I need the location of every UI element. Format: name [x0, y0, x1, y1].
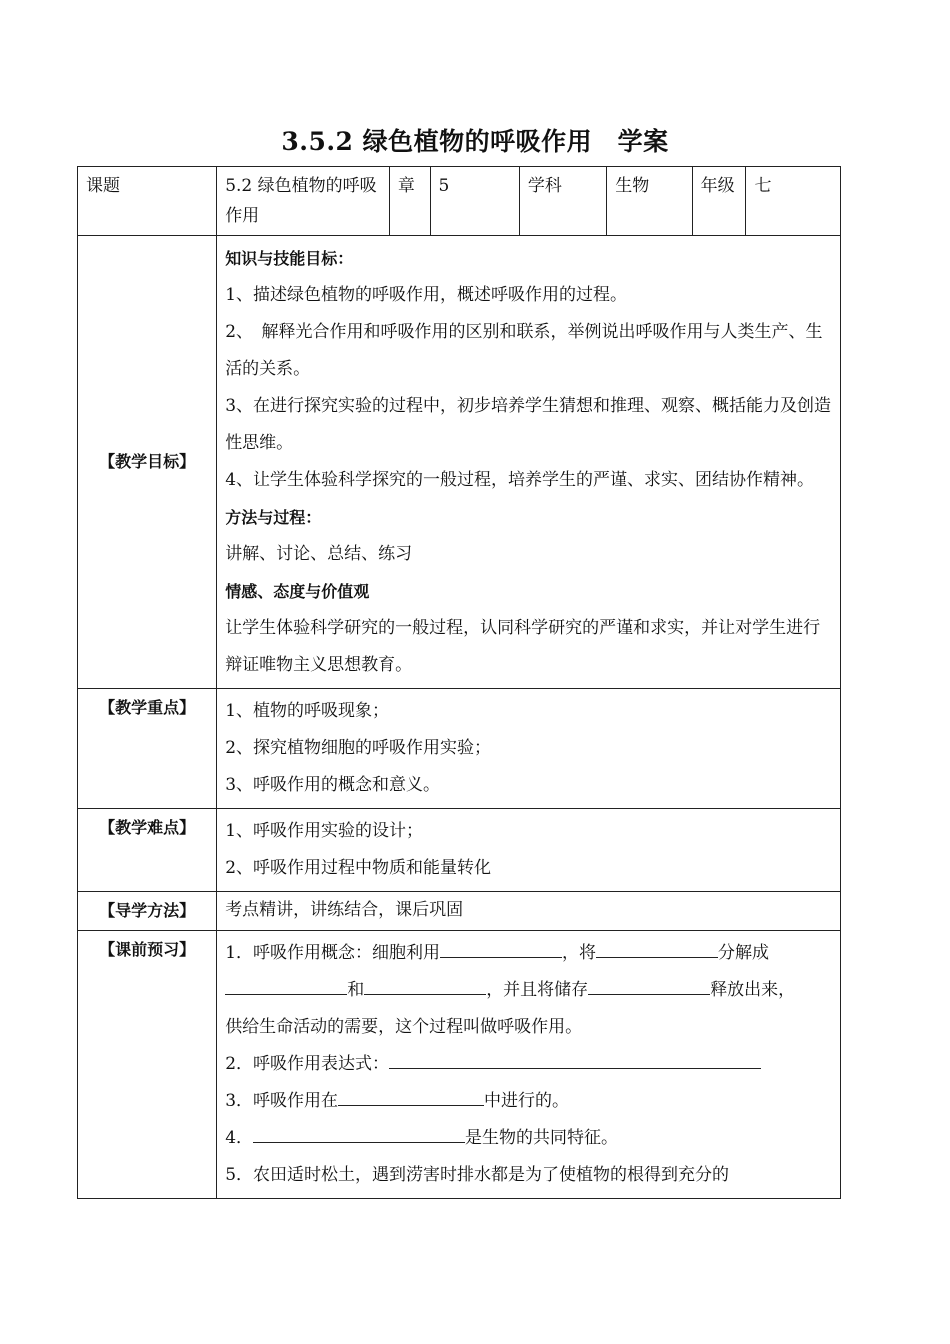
key-point-3: 3、呼吸作用的概念和意义。	[225, 775, 441, 795]
q3-part-a: 3．呼吸作用在	[225, 1091, 339, 1111]
key-point-1: 1、植物的呼吸现象；	[225, 701, 390, 721]
knowledge-heading: 知识与技能目标：	[225, 249, 354, 268]
method-heading: 方法与过程：	[225, 508, 322, 527]
header-row	[78, 167, 841, 236]
q1-blank-2[interactable]	[596, 935, 718, 958]
topic-label: 课题	[78, 167, 217, 236]
q2-text: 2．呼吸作用表达式：	[225, 1054, 390, 1074]
chapter-value: 5	[430, 167, 519, 236]
subject-value: 生物	[607, 167, 692, 236]
key-point-2: 2、探究植物细胞的呼吸作用实验；	[225, 738, 492, 758]
q4-part-a: 4．	[225, 1128, 254, 1148]
chapter-label: 章	[389, 167, 430, 236]
q2-blank[interactable]	[389, 1046, 761, 1069]
preview-question-1	[225, 935, 832, 1046]
method-description: 考点精讲，讲练结合，课后巩固	[225, 900, 464, 920]
method-row	[78, 892, 841, 931]
emotion-text: 让学生体验科学研究的一般过程，认同科学研究的严谨和求实，并让对学生进行辩证唯物主义思想教育。	[225, 618, 821, 675]
preview-question-4	[225, 1120, 832, 1157]
q1-blank-3[interactable]	[225, 972, 347, 995]
q1-part-g: 供给生命活动的需要，这个过程叫做呼吸作用。	[225, 1017, 583, 1037]
objectives-content	[217, 236, 841, 689]
grade-value: 七	[746, 167, 841, 236]
emotion-heading: 情感、态度与价值观	[225, 582, 370, 601]
topic-value: 5.2 绿色植物的呼吸作用	[217, 167, 390, 236]
subject-label: 学科	[519, 167, 606, 236]
q4-part-b: 是生物的共同特征。	[465, 1128, 619, 1148]
knowledge-item-3: 3、在进行探究实验的过程中，初步培养学生猜想和推理、观察、概括能力及创造性思维。	[225, 396, 832, 453]
preview-content	[217, 931, 841, 1199]
method-text: 讲解、讨论、总结、练习	[225, 544, 413, 564]
q3-part-b: 中进行的。	[484, 1091, 570, 1111]
q1-blank-4[interactable]	[364, 972, 486, 995]
preview-row	[78, 931, 841, 1199]
objectives-row	[78, 236, 841, 689]
preview-label: 【课前预习】	[78, 931, 217, 1199]
preview-question-2	[225, 1046, 832, 1083]
q1-part-a: 1．呼吸作用概念：细胞利用	[225, 943, 441, 963]
q1-part-d: 和	[347, 980, 365, 1000]
q1-blank-5[interactable]	[588, 972, 710, 995]
q1-part-e: ，并且将储存	[486, 980, 589, 1000]
q1-blank-1[interactable]	[440, 935, 562, 958]
difficulties-label: 【教学难点】	[78, 809, 217, 892]
preview-question-3	[225, 1083, 832, 1120]
q3-blank[interactable]	[338, 1083, 484, 1106]
difficulties-row	[78, 809, 841, 892]
difficulty-2: 2、呼吸作用过程中物质和能量转化	[225, 858, 492, 878]
q1-part-b: ，将	[562, 943, 597, 963]
knowledge-item-1: 1、描述绿色植物的呼吸作用，概述呼吸作用的过程。	[225, 285, 628, 305]
knowledge-item-2: 2、 解释光合作用和呼吸作用的区别和联系，举例说出呼吸作用与人类生产、生活的关系。	[225, 322, 823, 379]
grade-label: 年级	[692, 167, 746, 236]
key-points-content	[217, 689, 841, 809]
method-label: 【导学方法】	[78, 892, 217, 931]
method-content	[217, 892, 841, 931]
difficulties-content	[217, 809, 841, 892]
difficulty-1: 1、呼吸作用实验的设计；	[225, 821, 424, 841]
q1-part-c: 分解成	[718, 943, 770, 963]
key-points-row	[78, 689, 841, 809]
objectives-label: 【教学目标】	[78, 236, 217, 689]
q4-blank[interactable]	[253, 1120, 465, 1143]
lesson-plan-table	[77, 166, 841, 1199]
q1-part-f: 释放出来，	[710, 980, 796, 1000]
preview-question-5: 5．农田适时松土，遇到涝害时排水都是为了使植物的根得到充分的	[225, 1165, 730, 1185]
knowledge-item-4: 4、让学生体验科学探究的一般过程，培养学生的严谨、求实、团结协作精神。	[225, 470, 815, 490]
key-points-label: 【教学重点】	[78, 689, 217, 809]
document-title: 3.5.2 绿色植物的呼吸作用 学案	[281, 127, 669, 156]
